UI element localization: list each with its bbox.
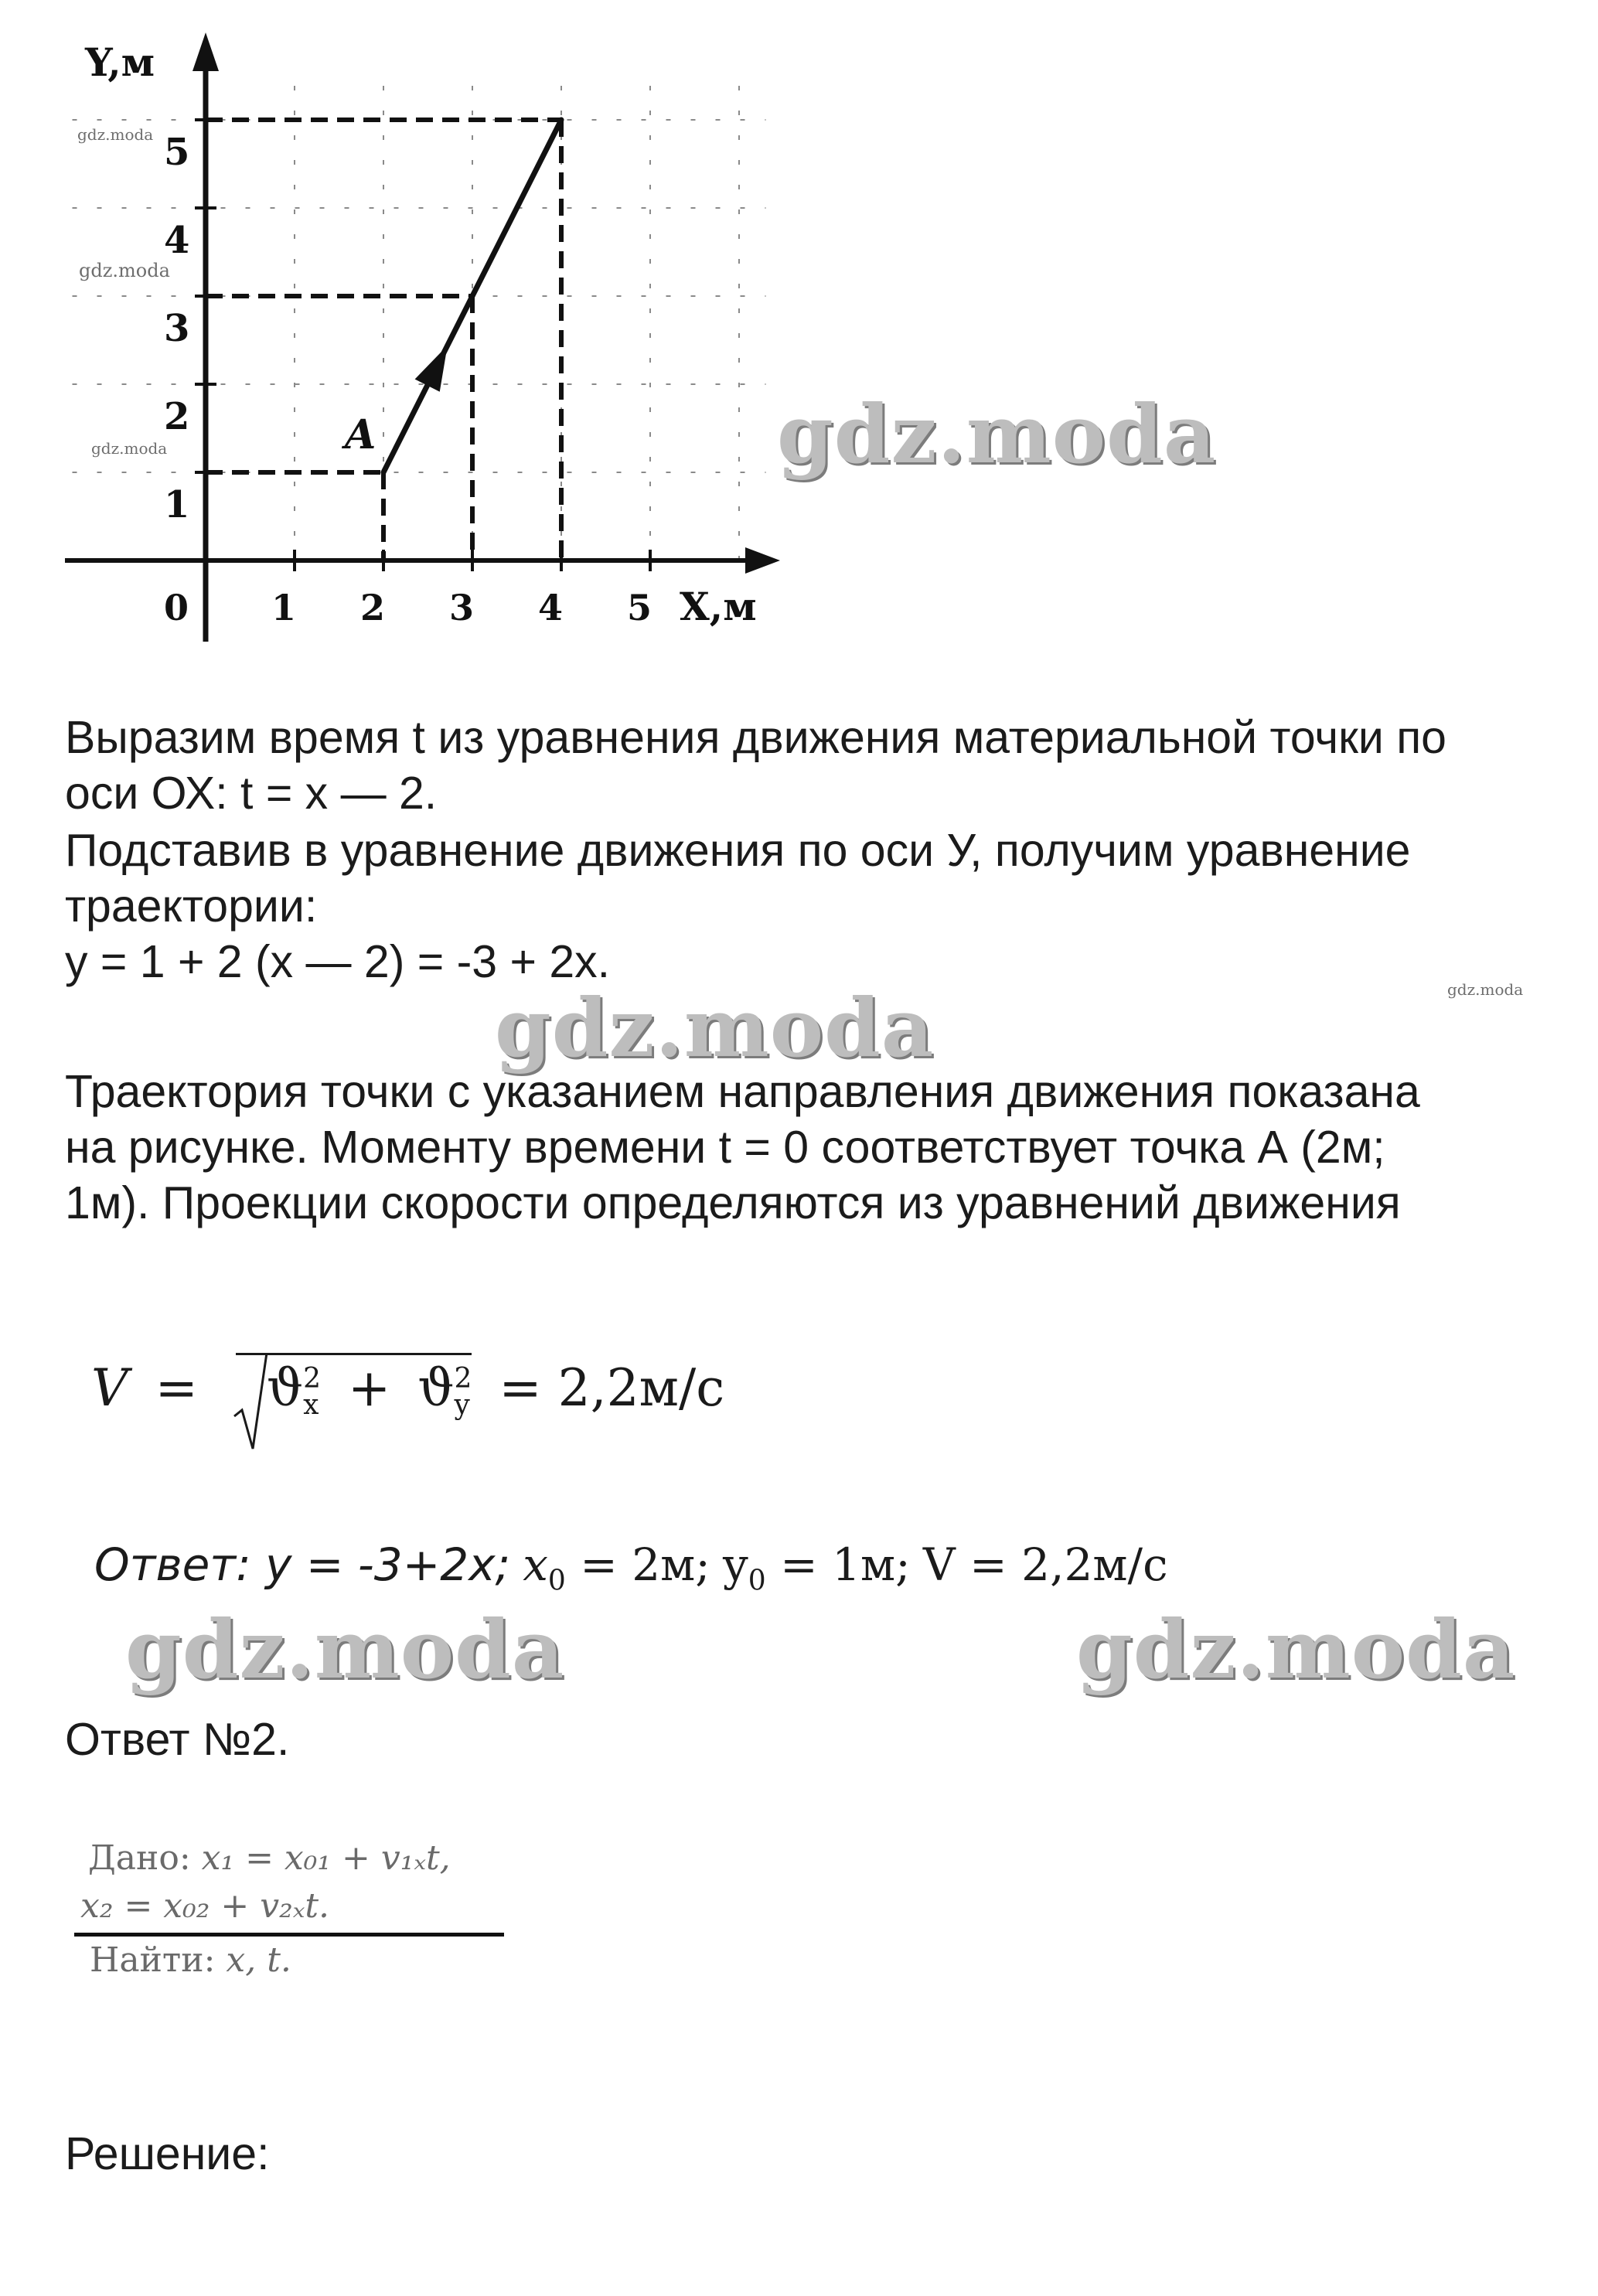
x-tick-label: 3 <box>449 587 475 629</box>
y-tick-label: 4 <box>164 219 190 262</box>
answer-v: V = 2,2м/с <box>922 1538 1168 1591</box>
paragraph-line: Подставив в уравнение движения по оси У, получим уравнение <box>65 825 1411 876</box>
given-line-1: Дано: x₁ = x₀₁ + v₁ₓt, <box>88 1838 451 1878</box>
watermark-small: gdz.moda <box>77 125 154 144</box>
origin-label: 0 <box>164 587 189 629</box>
watermark-small: gdz.moda <box>1447 980 1524 999</box>
answer-label: Ответ: y = -3+2x; <box>94 1538 511 1591</box>
y-tick-label: 2 <box>164 395 190 438</box>
y-axis-label: Y,м <box>85 39 155 85</box>
chart-ticks <box>164 120 652 629</box>
y-tick-label: 1 <box>164 483 190 526</box>
paragraph-line: оси ОХ: t = x — 2. <box>65 768 438 819</box>
theta-x-sub: x <box>303 1389 319 1421</box>
sqrt-radical <box>236 1353 472 1419</box>
trajectory-line <box>383 120 561 472</box>
answer-y0: $y_0 = 1м$; <box>722 1538 911 1597</box>
x-tick-label: 1 <box>271 587 297 629</box>
theta-y-sub: y <box>454 1389 470 1421</box>
theta-x-sup: 2 <box>303 1363 322 1395</box>
trajectory-chart <box>65 31 784 642</box>
answer-line <box>94 1538 1168 1597</box>
y-axis-arrowhead <box>193 32 219 71</box>
x-tick-label: 5 <box>627 587 652 629</box>
chart-series <box>383 120 561 472</box>
find-line: Найти: x, t. <box>90 1940 291 1980</box>
formula-eq: = <box>155 1358 198 1418</box>
x-axis-label: X,м <box>680 584 757 629</box>
trajectory-equation: y = 1 + 2 (x — 2) = -3 + 2x. <box>65 936 611 987</box>
watermark-large: gdz.moda <box>495 980 935 1075</box>
paragraph-line: на рисунке. Моменту времени t = 0 соответствует точка А (2м; <box>65 1122 1385 1173</box>
theta-y-sup: 2 <box>454 1363 472 1395</box>
paragraph-line: 1м). Проекции скорости определяются из уравнений движения <box>65 1177 1401 1228</box>
speed-formula <box>91 1353 724 1419</box>
sqrt-sign <box>233 1353 268 1452</box>
given-line-2: x₂ = x₀₂ + v₂ₓt. <box>80 1886 330 1926</box>
given-divider <box>74 1933 504 1937</box>
y-tick-label: 3 <box>164 307 190 350</box>
x-tick-label: 2 <box>360 587 386 629</box>
y-tick-label: 5 <box>164 131 190 174</box>
theta-y: ϑ <box>417 1358 455 1418</box>
watermark-large: gdz.moda <box>777 387 1217 482</box>
paragraph-line: Траектория точки с указанием направления движения показана <box>65 1066 1420 1117</box>
watermark-large: gdz.moda <box>125 1602 565 1697</box>
formula-result: = 2,2м/с <box>499 1358 725 1418</box>
theta-x: ϑ <box>266 1358 304 1418</box>
x-axis-arrowhead <box>745 547 780 574</box>
answer-x0: $x_0 = 2м$; <box>523 1538 710 1597</box>
formula-plus: + <box>348 1358 391 1418</box>
section-heading: Ответ №2. <box>65 1714 290 1765</box>
x-tick-label: 4 <box>538 587 564 629</box>
formula-v: V <box>91 1358 128 1418</box>
solution-heading: Решение: <box>65 2128 270 2179</box>
paragraph-line: Выразим время t из уравнения движения материальной точки по <box>65 712 1446 763</box>
point-a-label: A <box>345 411 377 458</box>
watermark-small: gdz.moda <box>79 260 170 281</box>
watermark-small: gdz.moda <box>91 439 168 458</box>
paragraph-line: траектории: <box>65 881 318 932</box>
watermark-large: gdz.moda <box>1076 1602 1516 1697</box>
